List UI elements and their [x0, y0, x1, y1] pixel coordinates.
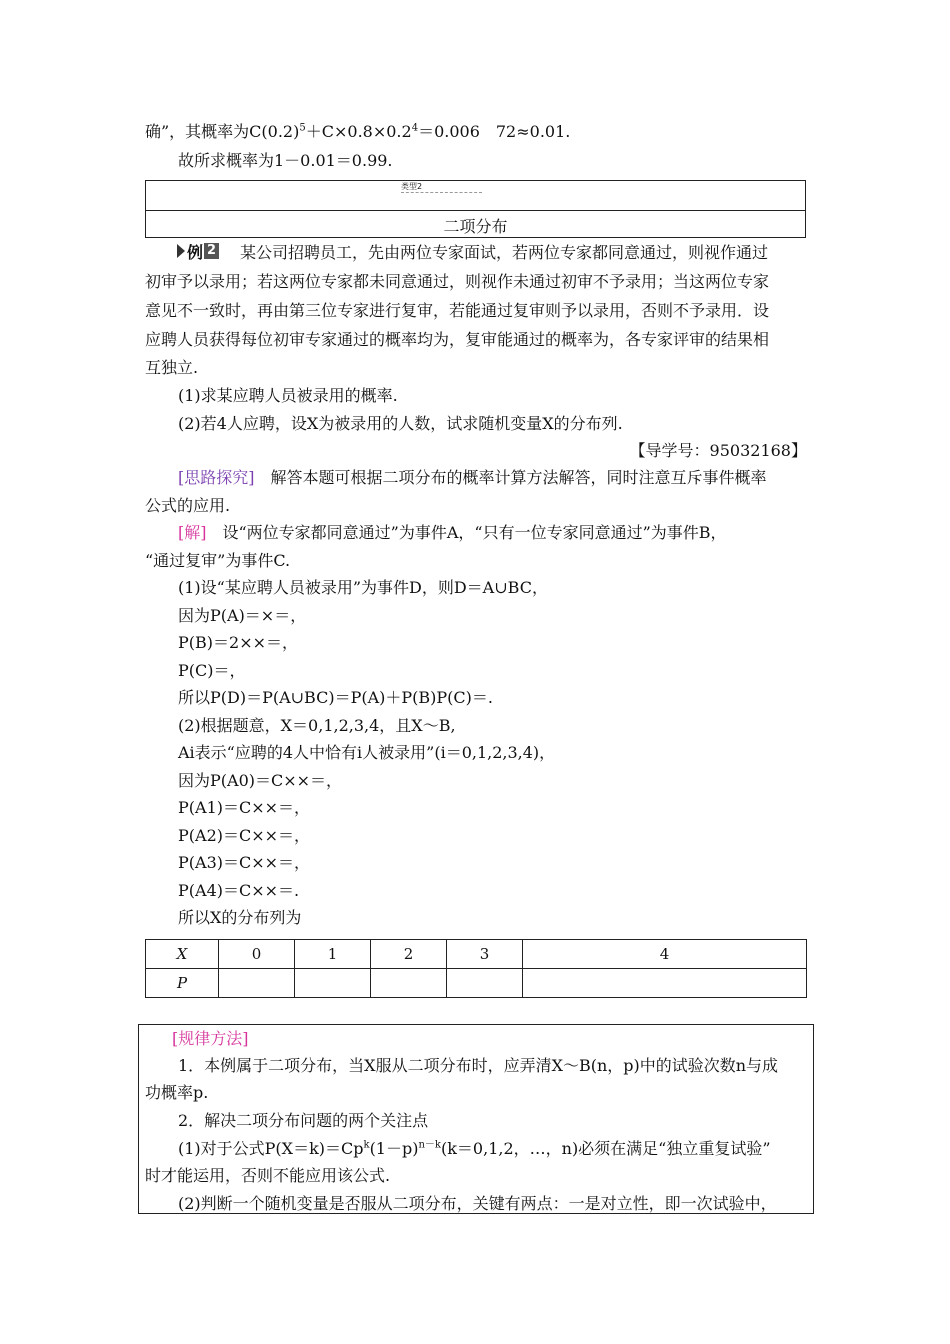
- idea-line: 公式的应用.: [145, 496, 231, 515]
- table-cell: 3: [447, 940, 523, 969]
- solution-line: P(A4)＝C××＝.: [178, 881, 300, 900]
- table-cell: 1: [295, 940, 371, 969]
- problem-line: 应聘人员获得每位初审专家通过的概率均为，复审能通过的概率为，各专家评审的结果相: [145, 330, 770, 349]
- reference-number: 【导学号：95032168】: [629, 441, 807, 460]
- section-title: 二项分布: [443, 217, 508, 236]
- table-cell: [219, 969, 295, 998]
- text-fragment: (k＝0,1,2，…，n)必须在满足“独立重复试验”: [440, 1139, 771, 1158]
- section-type-box: [145, 180, 806, 238]
- solution-line: P(B)＝2××＝，: [178, 633, 299, 652]
- example-number: 2: [204, 243, 219, 259]
- rules-line: 1．本例属于二项分布，当X服从二项分布时，应弄清X～B(n，p)中的试验次数n与成: [178, 1056, 779, 1075]
- solution-line: 所以P(D)＝P(A∪BC)＝P(A)＋P(B)P(C)＝.: [178, 688, 493, 707]
- problem-line: 意见不一致时，再由第三位专家进行复审，若能通过复审则予以录用，否则不予录用．设: [145, 301, 770, 320]
- table-cell: X: [146, 940, 219, 969]
- problem-line: 某公司招聘员工，先由两位专家面试，若两位专家都同意通过，则视作通过: [240, 243, 769, 262]
- superscript: 4: [411, 122, 419, 134]
- solution-line: [178, 523, 727, 543]
- solution-line: 因为P(A0)＝C××＝，: [178, 771, 343, 790]
- rules-line: 2．解决二项分布问题的两个关注点: [178, 1111, 429, 1130]
- text-fragment: ＋C×0.8×0.2: [305, 122, 412, 141]
- solution-line: P(A2)＝C××＝，: [178, 826, 311, 845]
- table-cell: 0: [219, 940, 295, 969]
- rules-line: 功概率p.: [145, 1083, 209, 1102]
- question-1: (1)求某应聘人员被录用的概率.: [178, 386, 398, 405]
- table-row: [146, 940, 807, 969]
- type-tag: 类型2: [401, 182, 482, 193]
- superscript: n－k: [418, 1139, 441, 1151]
- solution-label: [解]: [178, 523, 207, 542]
- table-row: [146, 969, 807, 998]
- table-cell: [371, 969, 447, 998]
- table-cell: P: [146, 969, 219, 998]
- solution-line: 所以X的分布列为: [178, 908, 302, 927]
- solution-line: Ai表示“应聘的4人中恰有i人被录用”(i＝0,1,2,3,4)，: [178, 743, 556, 762]
- text-fragment: ＝0.006 72≈0.01.: [418, 122, 571, 141]
- rules-line: [178, 1139, 771, 1159]
- solution-line: P(A3)＝C××＝，: [178, 853, 311, 872]
- divider: [146, 210, 805, 211]
- triangle-icon: [177, 244, 185, 258]
- distribution-table: [145, 939, 807, 998]
- superscript: 5: [299, 122, 306, 134]
- table-cell: 2: [371, 940, 447, 969]
- problem-line: 互独立.: [145, 358, 199, 377]
- solution-line: 因为P(A)＝×＝，: [178, 606, 307, 625]
- text-line: [145, 122, 570, 142]
- problem-line: 初审予以录用；若这两位专家都未同意通过，则视作未通过初审不予录用；当这两位专家: [145, 272, 770, 291]
- rules-label: [规律方法]: [172, 1029, 249, 1048]
- table-cell: [447, 969, 523, 998]
- solution-line: (1)设“某应聘人员被录用”为事件D，则D＝A∪BC，: [178, 578, 548, 597]
- rules-line: 时才能运用，否则不能应用该公式.: [145, 1166, 391, 1185]
- text-fragment: (1)对于公式P(X＝k)＝Cp: [178, 1139, 364, 1158]
- idea-text: 解答本题可根据二项分布的概率计算方法解答，同时注意互斥事件概率: [254, 468, 767, 487]
- idea-label: [思路探究]: [178, 468, 255, 487]
- text-fragment: 确”，其概率为C(0.2): [145, 122, 300, 141]
- example-badge: [177, 241, 227, 261]
- table-cell: 4: [523, 940, 807, 969]
- table-cell: [295, 969, 371, 998]
- text-line: 故所求概率为1－0.01＝0.99.: [178, 151, 393, 170]
- example-label: 例: [187, 242, 204, 262]
- solution-line: “通过复审”为事件C.: [145, 551, 291, 570]
- solution-line: P(A1)＝C××＝，: [178, 798, 311, 817]
- rules-line: (2)判断一个随机变量是否服从二项分布，关键有两点：一是对立性，即一次试验中，: [178, 1194, 777, 1213]
- solution-text: 设“两位专家都同意通过”为事件A，“只有一位专家同意通过”为事件B，: [206, 523, 727, 542]
- solution-line: P(C)＝，: [178, 661, 246, 680]
- idea-line: [178, 468, 767, 488]
- table-cell: [523, 969, 807, 998]
- text-fragment: (1－p): [369, 1139, 419, 1158]
- superscript: k: [363, 1139, 370, 1151]
- question-2: (2)若4人应聘，设X为被录用的人数，试求随机变量X的分布列.: [178, 414, 623, 433]
- solution-line: (2)根据题意，X＝0,1,2,3,4，且X～B,: [178, 716, 456, 735]
